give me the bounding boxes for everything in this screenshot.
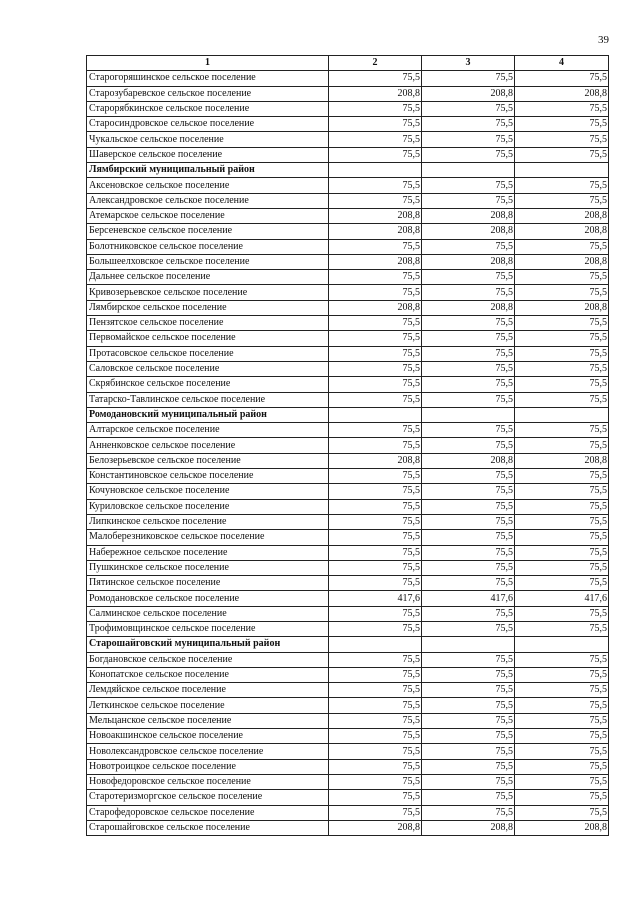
value-col4: 75,5 (515, 652, 609, 667)
value-col2: 75,5 (329, 438, 422, 453)
table-row (87, 132, 609, 147)
table-row (87, 713, 609, 728)
value-col2: 75,5 (329, 178, 422, 193)
value-col3 (422, 163, 515, 178)
value-col3: 75,5 (422, 514, 515, 529)
value-col3: 75,5 (422, 805, 515, 820)
settlement-name: Леткинское сельское поселение (87, 698, 329, 713)
value-col2: 75,5 (329, 790, 422, 805)
value-col4: 75,5 (515, 469, 609, 484)
settlement-name: Чукальское сельское поселение (87, 132, 329, 147)
settlement-name: Алтарское сельское поселение (87, 423, 329, 438)
value-col3: 75,5 (422, 484, 515, 499)
settlement-name: Старорябкинское сельское поселение (87, 101, 329, 116)
value-col4: 75,5 (515, 438, 609, 453)
table-row (87, 560, 609, 575)
value-col4: 75,5 (515, 101, 609, 116)
value-col2: 75,5 (329, 744, 422, 759)
value-col3: 208,8 (422, 254, 515, 269)
value-col4: 75,5 (515, 606, 609, 621)
table-row (87, 101, 609, 116)
value-col4: 75,5 (515, 621, 609, 636)
value-col2: 75,5 (329, 423, 422, 438)
value-col2: 208,8 (329, 208, 422, 223)
table-body (87, 71, 609, 836)
value-col3: 208,8 (422, 820, 515, 835)
value-col3: 75,5 (422, 545, 515, 560)
settlement-name: Первомайское сельское поселение (87, 331, 329, 346)
settlement-name: Салминское сельское поселение (87, 606, 329, 621)
table-row (87, 224, 609, 239)
value-col4: 208,8 (515, 86, 609, 101)
settlement-name: Берсеневское сельское поселение (87, 224, 329, 239)
table-row (87, 254, 609, 269)
table-row (87, 300, 609, 315)
value-col3 (422, 637, 515, 652)
value-col4: 75,5 (515, 346, 609, 361)
table-row (87, 377, 609, 392)
value-col2: 75,5 (329, 652, 422, 667)
settlement-name: Кочуновское сельское поселение (87, 484, 329, 499)
value-col3: 75,5 (422, 774, 515, 789)
value-col3: 75,5 (422, 667, 515, 682)
table-row (87, 469, 609, 484)
value-col2: 75,5 (329, 729, 422, 744)
settlement-name: Богдановское сельское поселение (87, 652, 329, 667)
settlement-name: Болотниковское сельское поселение (87, 239, 329, 254)
settlement-name: Старосиндровское сельское поселение (87, 117, 329, 132)
value-col4: 75,5 (515, 790, 609, 805)
value-col2: 75,5 (329, 530, 422, 545)
table-row (87, 499, 609, 514)
value-col3: 75,5 (422, 530, 515, 545)
table-row (87, 361, 609, 376)
value-col4: 75,5 (515, 147, 609, 162)
settlement-name: Кривозерьевское сельское поселение (87, 285, 329, 300)
value-col2: 75,5 (329, 361, 422, 376)
value-col2: 75,5 (329, 71, 422, 86)
value-col4: 75,5 (515, 316, 609, 331)
table-row (87, 606, 609, 621)
value-col4: 75,5 (515, 805, 609, 820)
table-row (87, 392, 609, 407)
value-col4: 75,5 (515, 361, 609, 376)
value-col3: 75,5 (422, 361, 515, 376)
value-col4: 75,5 (515, 744, 609, 759)
value-col4: 75,5 (515, 132, 609, 147)
table-row (87, 652, 609, 667)
value-col4: 75,5 (515, 713, 609, 728)
value-col3: 208,8 (422, 300, 515, 315)
value-col2: 417,6 (329, 591, 422, 606)
value-col3: 75,5 (422, 331, 515, 346)
value-col2: 75,5 (329, 117, 422, 132)
value-col3: 208,8 (422, 453, 515, 468)
value-col3: 75,5 (422, 438, 515, 453)
settlement-name: Шаверское сельское поселение (87, 147, 329, 162)
value-col4: 75,5 (515, 331, 609, 346)
table-row (87, 530, 609, 545)
table-row (87, 331, 609, 346)
value-col2: 75,5 (329, 621, 422, 636)
value-col4: 208,8 (515, 254, 609, 269)
value-col3: 75,5 (422, 101, 515, 116)
value-col2: 75,5 (329, 713, 422, 728)
settlement-name: Старошайговское сельское поселение (87, 820, 329, 835)
settlement-name: Новоакшинское сельское поселение (87, 729, 329, 744)
value-col2: 75,5 (329, 576, 422, 591)
value-col2: 75,5 (329, 285, 422, 300)
value-col3: 75,5 (422, 193, 515, 208)
page-number: 39 (598, 34, 609, 46)
value-col2: 75,5 (329, 316, 422, 331)
value-col2 (329, 407, 422, 422)
value-col3: 75,5 (422, 759, 515, 774)
value-col3: 75,5 (422, 178, 515, 193)
settlement-name: Белозерьевское сельское поселение (87, 453, 329, 468)
column-header: 4 (515, 56, 609, 71)
value-col3: 75,5 (422, 790, 515, 805)
table-row (87, 744, 609, 759)
value-col3: 75,5 (422, 377, 515, 392)
value-col2: 75,5 (329, 101, 422, 116)
table-row (87, 514, 609, 529)
value-col3: 75,5 (422, 316, 515, 331)
table-row (87, 208, 609, 223)
value-col4: 75,5 (515, 530, 609, 545)
value-col4: 208,8 (515, 300, 609, 315)
value-col4 (515, 163, 609, 178)
table-row (87, 86, 609, 101)
table-row (87, 774, 609, 789)
value-col2: 75,5 (329, 774, 422, 789)
value-col4: 75,5 (515, 683, 609, 698)
table-row (87, 729, 609, 744)
settlement-name: Старогоряшинское сельское поселение (87, 71, 329, 86)
table-row (87, 545, 609, 560)
settlement-name: Набережное сельское поселение (87, 545, 329, 560)
settlement-name: Старозубаревское сельское поселение (87, 86, 329, 101)
value-col3: 75,5 (422, 560, 515, 575)
value-col3: 75,5 (422, 683, 515, 698)
value-col2: 75,5 (329, 560, 422, 575)
table-row (87, 147, 609, 162)
value-col3: 75,5 (422, 576, 515, 591)
value-col3: 75,5 (422, 621, 515, 636)
value-col2: 75,5 (329, 698, 422, 713)
settlement-name: Пушкинское сельское поселение (87, 560, 329, 575)
value-col3 (422, 407, 515, 422)
value-col3: 75,5 (422, 698, 515, 713)
value-col4: 75,5 (515, 392, 609, 407)
value-col2: 208,8 (329, 820, 422, 835)
settlement-name: Конопатское сельское поселение (87, 667, 329, 682)
value-col3: 75,5 (422, 285, 515, 300)
value-col3: 75,5 (422, 713, 515, 728)
value-col2: 75,5 (329, 514, 422, 529)
value-col4: 75,5 (515, 774, 609, 789)
value-col2: 75,5 (329, 392, 422, 407)
settlement-name: Атемарское сельское поселение (87, 208, 329, 223)
settlement-name: Александровское сельское поселение (87, 193, 329, 208)
value-col3: 75,5 (422, 729, 515, 744)
table-row (87, 316, 609, 331)
table-row (87, 285, 609, 300)
table-row (87, 759, 609, 774)
value-col3: 75,5 (422, 423, 515, 438)
settlement-name: Татарско-Тавлинское сельское поселение (87, 392, 329, 407)
settlement-name: Новолександровское сельское поселение (87, 744, 329, 759)
value-col2: 75,5 (329, 667, 422, 682)
table-row (87, 117, 609, 132)
value-col2: 75,5 (329, 545, 422, 560)
settlement-name: Пятинское сельское поселение (87, 576, 329, 591)
table-row (87, 698, 609, 713)
table-row (87, 453, 609, 468)
settlement-name: Анненковское сельское поселение (87, 438, 329, 453)
settlement-name: Старофедоровское сельское поселение (87, 805, 329, 820)
value-col2: 208,8 (329, 254, 422, 269)
column-header: 1 (87, 56, 329, 71)
district-header-row (87, 637, 609, 652)
table-row (87, 71, 609, 86)
table-row (87, 683, 609, 698)
value-col2: 75,5 (329, 331, 422, 346)
value-col4: 75,5 (515, 117, 609, 132)
district-name: Лямбирский муниципальный район (87, 163, 329, 178)
value-col4: 75,5 (515, 270, 609, 285)
table-row (87, 178, 609, 193)
settlement-name: Лямбирское сельское поселение (87, 300, 329, 315)
column-header: 3 (422, 56, 515, 71)
value-col3: 208,8 (422, 208, 515, 223)
table-header-row (87, 56, 609, 71)
value-col4: 75,5 (515, 285, 609, 300)
value-col2: 75,5 (329, 759, 422, 774)
value-col2: 208,8 (329, 453, 422, 468)
value-col3: 75,5 (422, 71, 515, 86)
value-col2: 75,5 (329, 805, 422, 820)
value-col4: 75,5 (515, 759, 609, 774)
table-row (87, 346, 609, 361)
value-col3: 417,6 (422, 591, 515, 606)
value-col3: 75,5 (422, 606, 515, 621)
district-name: Ромодановский муниципальный район (87, 407, 329, 422)
value-col2: 75,5 (329, 499, 422, 514)
value-col2: 75,5 (329, 606, 422, 621)
value-col3: 75,5 (422, 392, 515, 407)
value-col3: 75,5 (422, 147, 515, 162)
value-col4: 75,5 (515, 514, 609, 529)
value-col4: 208,8 (515, 224, 609, 239)
table-row (87, 591, 609, 606)
value-col4: 75,5 (515, 667, 609, 682)
value-col2: 75,5 (329, 683, 422, 698)
value-col2: 75,5 (329, 377, 422, 392)
value-col4 (515, 637, 609, 652)
value-col3: 208,8 (422, 224, 515, 239)
table-row (87, 270, 609, 285)
value-col2: 75,5 (329, 469, 422, 484)
table-row (87, 621, 609, 636)
value-col4: 208,8 (515, 453, 609, 468)
district-header-row (87, 407, 609, 422)
value-col3: 75,5 (422, 652, 515, 667)
value-col3: 75,5 (422, 469, 515, 484)
value-col4: 75,5 (515, 698, 609, 713)
value-col2: 208,8 (329, 86, 422, 101)
settlement-name: Протасовское сельское поселение (87, 346, 329, 361)
column-header: 2 (329, 56, 422, 71)
district-name: Старошайговский муниципальный район (87, 637, 329, 652)
value-col4: 75,5 (515, 178, 609, 193)
value-col2: 75,5 (329, 193, 422, 208)
settlements-table (86, 55, 609, 836)
value-col2: 75,5 (329, 147, 422, 162)
settlement-name: Скрябинское сельское поселение (87, 377, 329, 392)
value-col4: 75,5 (515, 377, 609, 392)
value-col2: 75,5 (329, 132, 422, 147)
table-row (87, 438, 609, 453)
value-col2: 208,8 (329, 300, 422, 315)
value-col4: 75,5 (515, 729, 609, 744)
settlement-name: Липкинское сельское поселение (87, 514, 329, 529)
settlement-name: Малоберезниковское сельское поселение (87, 530, 329, 545)
settlement-name: Новотроицкое сельское поселение (87, 759, 329, 774)
settlement-name: Куриловское сельское поселение (87, 499, 329, 514)
value-col3: 75,5 (422, 499, 515, 514)
settlement-name: Константиновское сельское поселение (87, 469, 329, 484)
value-col3: 75,5 (422, 132, 515, 147)
settlement-name: Новофедоровское сельское поселение (87, 774, 329, 789)
value-col4: 208,8 (515, 820, 609, 835)
value-col4: 75,5 (515, 560, 609, 575)
table-row (87, 805, 609, 820)
table-row (87, 423, 609, 438)
settlement-name: Аксеновское сельское поселение (87, 178, 329, 193)
value-col4: 208,8 (515, 208, 609, 223)
settlement-name: Пензятское сельское поселение (87, 316, 329, 331)
district-header-row (87, 163, 609, 178)
value-col3: 75,5 (422, 239, 515, 254)
value-col3: 75,5 (422, 744, 515, 759)
value-col4: 75,5 (515, 193, 609, 208)
value-col3: 75,5 (422, 117, 515, 132)
value-col3: 75,5 (422, 346, 515, 361)
settlement-name: Мельцанское сельское поселение (87, 713, 329, 728)
value-col2: 208,8 (329, 224, 422, 239)
table-row (87, 484, 609, 499)
settlement-name: Старотеризморгское сельское поселение (87, 790, 329, 805)
table-row (87, 239, 609, 254)
table-row (87, 576, 609, 591)
value-col2: 75,5 (329, 346, 422, 361)
value-col3: 75,5 (422, 270, 515, 285)
value-col4: 75,5 (515, 545, 609, 560)
value-col2: 75,5 (329, 484, 422, 499)
table-row (87, 790, 609, 805)
value-col4 (515, 407, 609, 422)
settlement-name: Лемдяйское сельское поселение (87, 683, 329, 698)
value-col2: 75,5 (329, 270, 422, 285)
settlement-name: Трофимовщинское сельское поселение (87, 621, 329, 636)
value-col4: 75,5 (515, 71, 609, 86)
value-col4: 75,5 (515, 484, 609, 499)
value-col4: 75,5 (515, 423, 609, 438)
settlement-name: Саловское сельское поселение (87, 361, 329, 376)
settlement-name: Ромодановское сельское поселение (87, 591, 329, 606)
settlement-name: Дальнее сельское поселение (87, 270, 329, 285)
value-col2: 75,5 (329, 239, 422, 254)
table-row (87, 820, 609, 835)
value-col2 (329, 637, 422, 652)
table-row (87, 667, 609, 682)
value-col3: 208,8 (422, 86, 515, 101)
value-col4: 75,5 (515, 576, 609, 591)
table-row (87, 193, 609, 208)
settlement-name: Большеелховское сельское поселение (87, 254, 329, 269)
value-col4: 75,5 (515, 239, 609, 254)
value-col4: 417,6 (515, 591, 609, 606)
value-col4: 75,5 (515, 499, 609, 514)
value-col2 (329, 163, 422, 178)
